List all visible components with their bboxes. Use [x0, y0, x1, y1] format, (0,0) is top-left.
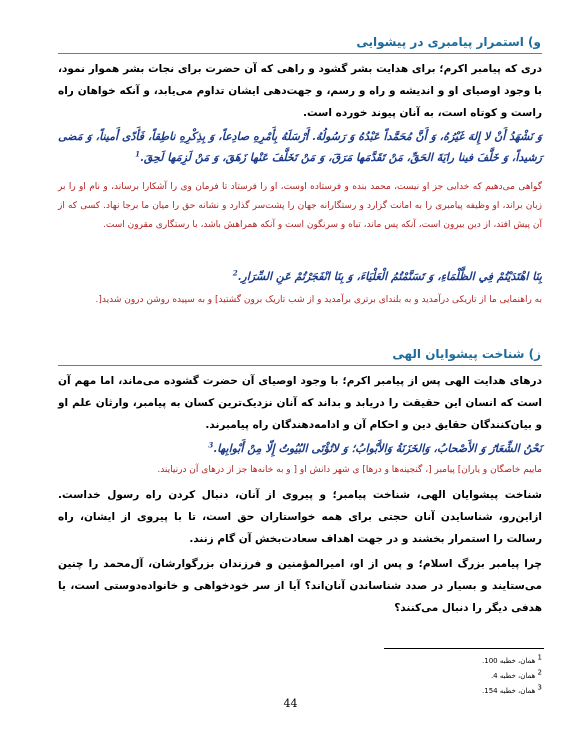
footnote-ref-1: 1 — [135, 149, 141, 159]
footnote-separator — [384, 648, 544, 649]
heading-underline — [58, 365, 542, 366]
footnote-1: $^1$ همان، خطبه 100. — [482, 653, 542, 665]
paragraph-knowing-leaders: درهای هدایت الهی پس از پیامبر اکرم؛ با وجود اوصیای آن حضرت گشوده می‌ماند، اما مهم آن است که انسان این حقیقت را دریابد و بداند که آنان نزدیک‌ترین کسان به پیامبر، وارثان علم او و بیان‌کنندگان حقایق دین و احکام آن و ادامه‌دهندگان راه پیامبرند. — [58, 375, 542, 431]
paragraph-question: چرا پیامبر بزرگ اسلام؛ و پس از او، امیرالمؤمنین و فرزندان بزرگوارشان، آل‌محمد را چنین می‌ستایند و بسیار در صدد شناساندن آنان‌اند؟ آیا از سر خودخواهی و خانواده‌دوستی است، یا هدفی دیگر را دنبال می‌کنند؟ — [58, 558, 542, 614]
translation-3: ماییم خاصگان و یاران] پیامبر [، گنجینه‌ها و درها] ی شهر دانش او [ و به خانه‌ها جز از درهای آن درنیایند. — [157, 465, 542, 475]
section-heading-e: و) استمرار پیامبری در پیشوایی — [356, 35, 541, 49]
translation-2: به راهنمایی ما از تاریکی درآمدید و به بلندای برتری برآمدید و از شب تاریک برون گشتید] و به سپیده روشن درون شدید[. — [95, 295, 542, 305]
translation-1: گواهی می‌دهیم که خدایی جز او نیست، محمد بنده و فرستاده اوست، او را فرستاد تا فرمان وی را آشکارا برساند، و نام او را بر زبان براند، او وظیفه پیامبری را به امانت گزارد و رستگارانه جهان را پشت‌سر گذارد و نشانه حق را میان ما برجا نهاد. کسی که از آن پیش افتد، از دین بیرون است، آنکه پس ماند، تباه و سرنگون است و آنکه همراهش باشد، با رستگاری مقرون است. — [58, 182, 542, 230]
section-heading-z: ز) شناخت پیشوایان الهی — [392, 347, 541, 361]
heading-underline — [58, 53, 542, 54]
arabic-quote-3 — [58, 438, 542, 459]
paragraph-following-prophet: شناخت پیشوایان الهی، شناخت پیامبر؛ و پیروی از آنان، دنبال کردن راه رسول خداست. ازاین‌رو، شناسایدن آنان حجتی برای همه خواستاران حق است، تا با پیروی از ایشان، راه رسالت را استمرار بخشند و در جهت اهداف سعادت‌بخش آن گام زنند. — [58, 489, 542, 545]
footnote-ref-3: 3 — [208, 440, 214, 450]
footnotes — [360, 654, 542, 699]
footnote-2: $^2$ همان، خطبه 4. — [490, 668, 542, 680]
footnote-3: $^3$ همان، خطبه 154. — [482, 683, 542, 695]
arabic-quote-2-text: بِنَا اهْتَدَيْتُمْ فِي الظَّلْمَاءِ، وَ تَسَنَّمْتُمُ الْعَلْيَاءَ، وَ بِنَا انْفَجَرْتُمْ عَنِ السِّرَارِ. — [237, 270, 542, 283]
arabic-quote-2 — [58, 266, 542, 287]
arabic-quote-1 — [58, 126, 542, 168]
page-number: 44 — [283, 697, 298, 710]
footnote-ref-2: 2 — [232, 268, 238, 278]
paragraph-continuity: دری که پیامبر اکرم؛ برای هدایت بشر گشود و راهی که آن حضرت برای نجات بشر هموار نمود، با وجود اوصیای او و اندیشه و راه و رسم، و جهت‌دهی ایشان تداوم می‌یابد، و آنکه خواهان راه راست و کوتاه است، به آنان پیوند خورده است. — [58, 63, 542, 119]
arabic-quote-1-text: وَ نَشْهَدُ أَنْ لا إِلهَ غَيْرُهُ، وَ أَنَّ مُحَمَّداً عَبْدُهُ وَ رَسُولُهُ. أَرْسَلَهُ بِأَمْرِهِ صادِعاً، وَ بِذِكْرِهِ ناطِقاً، فَأَدّى أَميناً، وَ مَضى رَشيداً، وَ خَلَّفَ فينا رايَةَ الحَقِّ، مَنْ تَقَدَّمَها مَرَقَ، وَ مَنْ تَخَلَّفَ عَنْها زَهَقَ، وَ مَنْ لَزِمَها لَحِقَ. — [58, 130, 542, 164]
arabic-quote-3-text: نَحْنُ الشِّعَارُ وَ الأَصْحابُ، وَالخَزَنَةُ وَالأَبْوابُ؛ وَ لاتُؤْتَى البُيُوتُ إِلّا مِنْ أَبْوابِها. — [213, 442, 542, 455]
